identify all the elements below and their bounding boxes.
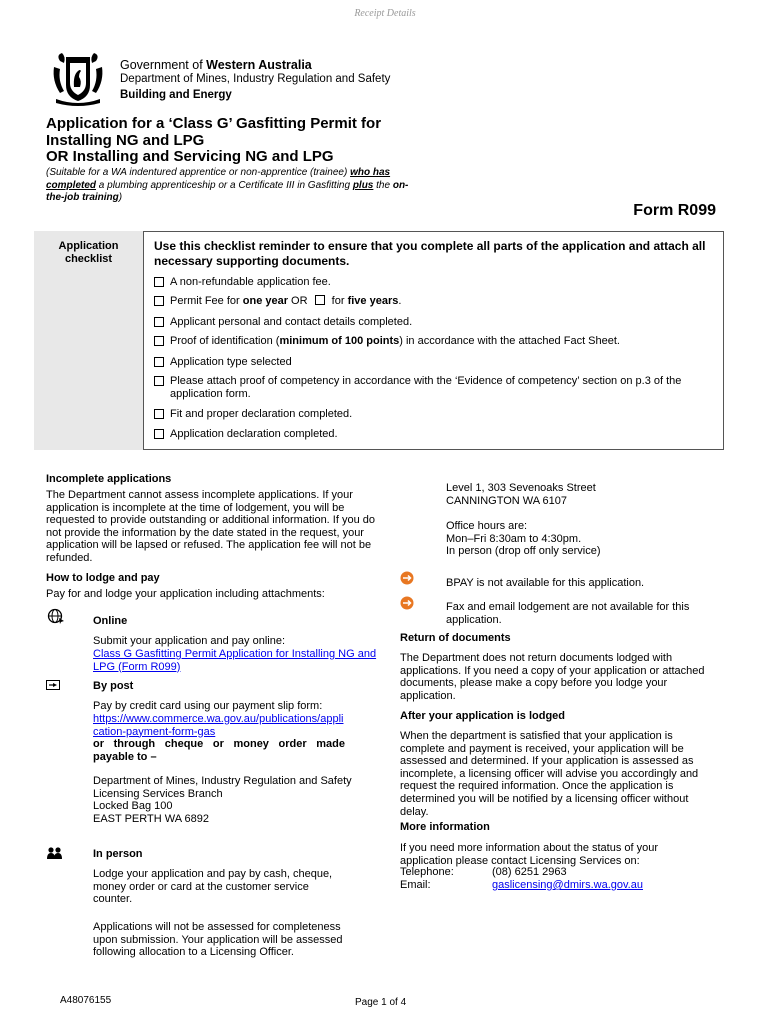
return-heading: Return of documents [400, 632, 511, 644]
checkbox[interactable] [154, 277, 164, 287]
checkbox[interactable] [154, 296, 164, 306]
incomplete-text: The Department cannot assess incomplete applications. If your application is incomplete at the time of lodgement, you will be requested to provide outstanding or additional information. If you do not provide the information by the date stated in the request, your application will be lapsed or refused. The application fee will not be refunded. [46, 489, 375, 564]
globe-icon [47, 608, 65, 624]
more-info-heading: More information [400, 821, 490, 833]
checklist-label: Application checklist [34, 231, 144, 450]
telephone-label: Telephone: [400, 866, 454, 878]
email-link[interactable]: gaslicensing@dmirs.wa.gov.au [492, 879, 643, 891]
post-heading: By post [93, 680, 134, 692]
in-person-heading: In person [93, 848, 143, 860]
envelope-icon [46, 680, 60, 690]
division-name: Building and Energy [120, 89, 232, 101]
office-address: Level 1, 303 Sevenoaks Street CANNINGTON WA 6107 [446, 482, 596, 507]
suitability-note: (Suitable for a WA indentured apprentice or non-apprentice (trainee) who has completed a plumbing apprenticeship or a Certificate III in Gasfitting plus the on-the-job training) [46, 167, 409, 203]
checklist-heading: Use this checklist reminder to ensure that you complete all parts of the application and attach all necessary supporting documents. [154, 239, 706, 268]
online-form-link[interactable]: Class G Gasfitting Permit Application for Installing NG and LPG (Form R099) [93, 648, 377, 673]
email-label: Email: [400, 879, 431, 891]
checkbox[interactable] [154, 409, 164, 419]
lodge-text: Pay for and lodge your application including attachments: [46, 588, 325, 600]
checkbox[interactable] [154, 429, 164, 439]
title-line: OR Installing and Servicing NG and LPG [46, 148, 334, 165]
checklist-item: Fit and proper declaration completed. [154, 408, 714, 421]
checkbox[interactable] [315, 295, 325, 305]
office-hours: Office hours are: Mon–Fri 8:30am to 4:30pm. In person (drop off only service) [446, 520, 601, 558]
post-payable-text: or through cheque or money order made payable to – [93, 738, 345, 763]
form-number: Form R099 [633, 202, 716, 219]
incomplete-heading: Incomplete applications [46, 473, 172, 485]
receipt-details-label: Receipt Details [354, 8, 416, 19]
checklist-item: Proof of identification (minimum of 100 points) in accordance with the attached Fact Sheet. [154, 335, 714, 348]
telephone-number: (08) 6251 2963 [492, 866, 567, 878]
checklist-item: Application declaration completed. [154, 428, 714, 441]
page-number: Page 1 of 4 [355, 997, 407, 1008]
after-lodged-heading: After your application is lodged [400, 710, 566, 722]
online-heading: Online [93, 615, 128, 627]
title-line: Application for a ‘Class G’ Gasfitting Permit for [46, 115, 382, 132]
fax-email-note: Fax and email lodgement are not available for this application. [446, 601, 690, 626]
bpay-note: BPAY is not available for this application. [446, 577, 645, 589]
after-lodged-text: When the department is satisfied that your application is complete and payment is received, your application will be assessed and determined. If your application is assessed as incomplete, a licensing officer will advise you accordingly and request the required information. Once the application is determined you will be notified by a licensing officer without delay. [400, 730, 699, 818]
checklist-item: Please attach proof of competency in accordance with the ‘Evidence of competency’ section on p.3 of the application form. [154, 375, 714, 401]
checklist-item: Permit Fee for one year OR for five years. [154, 295, 714, 308]
form-title [46, 116, 446, 166]
title-line: Installing NG and LPG [46, 131, 205, 149]
in-person-assessment-note: Applications will not be assessed for completeness upon submission. Your application will be assessed following allocation to a Licensing Officer. [93, 921, 343, 959]
post-text: Pay by credit card using our payment slip form: [93, 700, 323, 712]
checkbox[interactable] [154, 317, 164, 327]
checkbox[interactable] [154, 376, 164, 386]
lodge-heading: How to lodge and pay [46, 572, 160, 584]
checklist-item: A non-refundable application fee. [154, 276, 714, 289]
postal-address: Department of Mines, Industry Regulation and Safety Licensing Services Branch Locked Bag 100 EAST PERTH WA 6892 [93, 775, 352, 825]
return-text: The Department does not return documents lodged with applications. If you need a copy of your application or attached documents, please make a copy before you lodge your application. [400, 652, 705, 702]
online-text: Submit your application and pay online: [93, 635, 286, 647]
pointing-hand-icon [400, 596, 414, 610]
department-name: Department of Mines, Industry Regulation and Safety [120, 73, 391, 85]
document-code: A48076155 [60, 995, 112, 1006]
payment-form-link[interactable]: https://www.commerce.wa.gov.au/publications/application-payment-form-gas [93, 713, 344, 738]
wa-crest-logo [46, 51, 110, 107]
pointing-hand-icon [400, 571, 414, 585]
checklist-item: Application type selected [154, 356, 714, 369]
in-person-text: Lodge your application and pay by cash, cheque, money order or card at the customer service counter. [93, 868, 333, 906]
checkbox[interactable] [154, 336, 164, 346]
people-icon [46, 846, 64, 860]
government-name: Government of Western Australia [120, 58, 312, 72]
checkbox[interactable] [154, 357, 164, 367]
checklist-item: Applicant personal and contact details completed. [154, 316, 714, 329]
more-info-text: If you need more information about the status of your application please contact Licensing Services on: [400, 842, 659, 867]
